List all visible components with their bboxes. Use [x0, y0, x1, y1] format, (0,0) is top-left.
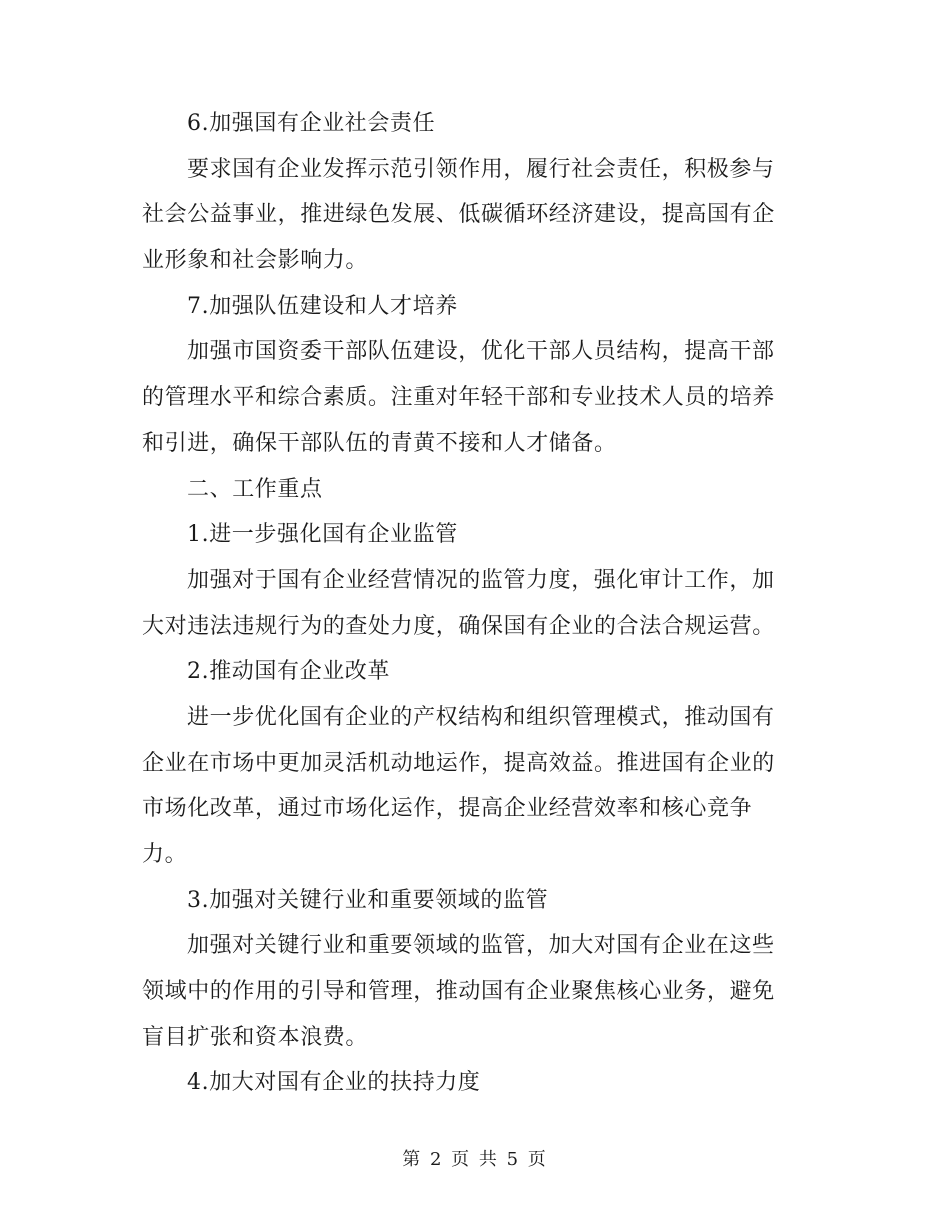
- section-heading: 4.加大对国有企业的扶持力度: [187, 1070, 481, 1096]
- section-heading: 7.加强队伍建设和人才培养: [187, 293, 458, 319]
- section-heading: 2.推动国有企业改革: [187, 659, 390, 685]
- paragraph-line: 企业在市场中更加灵活机动地运作，提高效益。推进国有企业的: [142, 750, 775, 776]
- paragraph-line: 加强对于国有企业经营情况的监管力度，强化审计工作，加: [187, 567, 775, 593]
- paragraph-line: 市场化改革，通过市场化运作，提高企业经营效率和核心竞争: [142, 796, 753, 822]
- section-heading: 3.加强对关键行业和重要领域的监管: [187, 887, 549, 913]
- paragraph-line: 盲目扩张和资本浪费。: [142, 1024, 369, 1050]
- section-heading: 二、工作重点: [187, 476, 323, 502]
- page-footer: 第 2 页 共 5 页: [402, 1149, 548, 1170]
- paragraph-line: 和引进，确保干部队伍的青黄不接和人才储备。: [142, 430, 617, 456]
- paragraph-line: 进一步优化国有企业的产权结构和组织管理模式，推动国有: [187, 704, 775, 730]
- paragraph-line: 业形象和社会影响力。: [142, 248, 369, 274]
- paragraph-line: 大对违法违规行为的查处力度，确保国有企业的合法合规运营。: [142, 613, 775, 639]
- section-heading: 6.加强国有企业社会责任: [187, 111, 436, 136]
- document-body: [142, 101, 808, 1106]
- paragraph-line: 力。: [142, 842, 188, 867]
- paragraph-line: 要求国有企业发挥示范引领作用，履行社会责任，积极参与: [187, 156, 775, 182]
- section-heading: 1.进一步强化国有企业监管: [187, 522, 458, 548]
- paragraph-line: 的管理水平和综合素质。注重对年轻干部和专业技术人员的培养: [142, 385, 775, 411]
- paragraph-line: 社会公益事业，推进绿色发展、低碳循环经济建设，提高国有企: [142, 202, 775, 228]
- paragraph-line: 领域中的作用的引导和管理，推动国有企业聚焦核心业务，避免: [142, 979, 775, 1005]
- paragraph-line: 加强市国资委干部队伍建设，优化干部人员结构，提高干部: [187, 339, 775, 365]
- paragraph-line: 加强对关键行业和重要领域的监管，加大对国有企业在这些: [187, 933, 775, 959]
